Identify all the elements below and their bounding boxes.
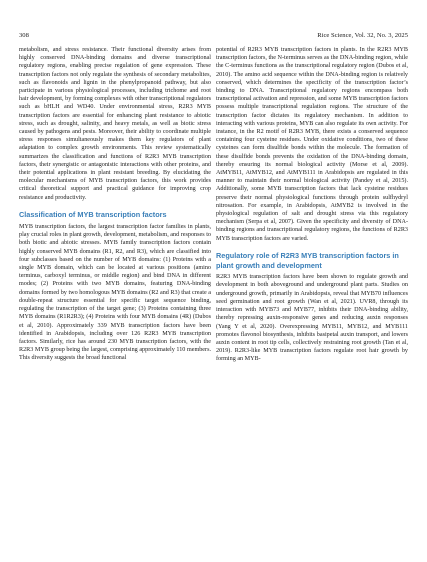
paragraph: metabolism, and stress resistance. Their functional diversity arises from highly conserved DNA-binding domains and diverse transcriptional regulatory regions, enabling precise regulation of gene expression. These transcription factors not only regulate the synthesis of secondary metabolites, such as flavonoids and lignin in the phenylpropanoid pathway, but also participate in various physiological processes, including trichome and root hair development, by forming complexes with other transcriptional regulators such as bHLH and WD40. Under environmental stress, R2R3 MYB transcription factors are essential for enhancing plant resistance to abiotic stress, such as drought, salinity, and heavy metals, as well as biotic stress caused by pathogens and pests. Moreover, their ability to coordinate multiple stress responses simultaneously makes them key regulators of plant adaptation to complex growth environments. This review systematically summarizes the classification and functions of R2R3 MYB transcription factors, their synergistic or antagonistic interactions with other proteins, and their potential applications in plant resistant breeding. By elucidating the molecular mechanisms of MYB transcription factors, this work provides critical theoretical support and practical guidance for improving crop resistance and productivity.	[19, 47, 211, 201]
paragraph: R2R3 MYB transcription factors have been shown to regulate growth and development in both aboveground and underground plant parts. Studies on underground growth, primarily in Arabidopsis, reveal that MYB70 influences seed germination and root growth (Wan et al, 2021). UVR8, through its interaction with MYB73 and MYB77, inhibits their DNA-binding ability, thereby repressing auxin-responsive genes and reducing auxin responses (Yang Y et al, 2020). Overexpressing MYB11, MYB12, and MYB111 promotes flavonol biosynthesis, inhibits basipetal auxin transport, and lowers auxin content in root tip cells, collectively restraining root growth (Tan et al, 2019). R2R3-like MYB transcription factors regulate root hair growth by forming an MYB-	[216, 274, 408, 363]
section-heading: Regulatory role of R2R3 MYB transcription factors in plant growth and development	[216, 251, 399, 270]
journal-citation: Rice Science, Vol. 32, No. 3, 2025	[317, 32, 408, 39]
paragraph: potential of R2R3 MYB transcription factors in plants. In the R2R3 MYB transcription factors, the N-terminus serves as the DNA-binding region, while the C-terminus functions as the transcriptional regulatory region (Dubos et al, 2010). The amino acid sequence within the DNA-binding region is relatively conserved, which determines the specificity of the transcription factor’s binding to DNA. Transcriptional regulatory regions encompass both transcriptional activation and repression, and some MYB transcription factors possess multiple transcriptional regulation regions. The structure of the transcription factor dictates its regulatory mechanism. In addition to interacting with various proteins, MYB can also regulate its own activity. For instance, in the R2 motif of R2R3 MYB, there exists a conserved sequence containing four cysteine residues. Under oxidative conditions, two of these cysteines can form disulfide bonds within the molecule. The formation of these disulfide bonds prevents the oxidation of the DNA-binding domain, thereby ensuring its normal biological activity (Morse et al, 2009). AtMYB11, AtMYB12, and AtMYB111 in Arabidopsis are regulated in this manner to maintain their normal biological activity (Pandey et al, 2015). Additionally, some MYB transcription factors that lack cysteine residues preserve their normal physiological functions through protein sulfhydryl nitrosation. For example, in Arabidopsis, AtMYB2 is involved in the physiological regulation of salt and drought stress via this regulatory mechanism (Serpa et al, 2007). Given the specificity and diversity of DNA-binding regions and transcriptional regulatory regions, the functions of R2R3 MYB transcription factors are varied.	[216, 47, 408, 242]
running-header	[19, 31, 408, 41]
paragraph: MYB transcription factors, the largest transcription factor families in plants, play crucial roles in plant growth, development, metabolism, and responses to both biotic and abiotic stresses. MYB family transcription factors contain highly conserved MYB domains (R1, R2, and R3), which are classified into four subclasses based on the number of MYB domains: (1) Proteins with a single MYB domain, which can be located at various positions (amino terminus, carboxyl terminus, or middle region) and bind DNA in different modes; (2) Proteins with two MYB domains, featuring DNA-binding domains formed by two homologous MYB domains (R2 and R3) that create a double-repeat structure essential for specific target sequence binding, regulating the transcription of the target gene; (3) Proteins containing three MYB domains (R1R2R3); (4) Proteins with four MYB domains (4R) (Dubos et al, 2010). Approximately 339 MYB transcription factors have been identified in Arabidopsis, including over 126 R2R3 MYB transcription factors. Similarly, rice has around 230 MYB transcription factors, with the R2R3 MYB group being the largest, comprising approximately 110 members. This diversity suggests the broad functional	[19, 224, 211, 362]
right-column	[216, 46, 408, 364]
left-column	[19, 46, 211, 363]
section-heading: Classification of MYB transcription factors	[19, 210, 167, 220]
page-number: 308	[19, 32, 29, 39]
